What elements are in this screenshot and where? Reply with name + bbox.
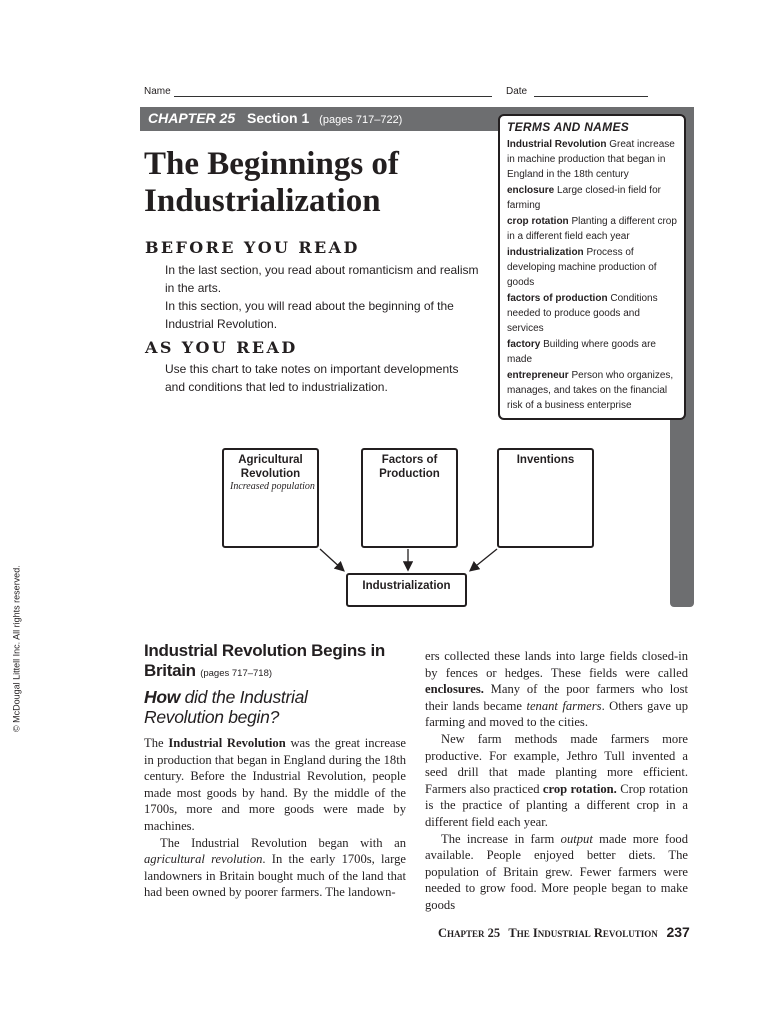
column-right [425, 648, 688, 914]
arrow-left [320, 549, 343, 570]
term-name: factory [507, 339, 541, 350]
question-text-1: did the Industrial [180, 687, 308, 707]
chart-box-title: Agricultural Revolution [238, 454, 303, 480]
date-label: Date [506, 86, 528, 97]
footer-title: The Industrial Revolution [508, 926, 658, 940]
term-name: factors of production [507, 293, 608, 304]
arrow-right [471, 549, 497, 570]
title-line-1: The Beginnings of [144, 146, 399, 182]
pages-label: (pages 717–722) [319, 114, 403, 126]
term-name: entrepreneur [507, 370, 569, 381]
term-definition: Great increase in machine production that began in England in the 18th century [507, 139, 675, 180]
chapter-label: CHAPTER 25 [148, 110, 236, 126]
chart-box-title: Industrialization [362, 580, 451, 592]
terms-heading: TERMS AND NAMES [507, 120, 630, 134]
paragraph: The Industrial Revolution was the great increase in production that began in England during the 18th century. Before the Industrial Revolution, people made most goods by hand. By the middle of the 1700s, more and more goods were made by machines. [144, 736, 407, 833]
column-left [144, 735, 406, 901]
question-how: How [144, 687, 181, 707]
section-pages: (pages 717–718) [200, 668, 273, 679]
section-heading-line-2: Britain [144, 661, 196, 680]
chart-box-title: Inventions [516, 454, 575, 466]
handwritten-note: Increased population [230, 481, 315, 492]
term-definition: Conditions needed to produce goods and services [507, 293, 658, 334]
term-name: Industrial Revolution [507, 139, 607, 150]
as-you-read-p1: Use this chart to take notes on important developments and conditions that led to industrialization. [165, 362, 459, 394]
paragraph: New farm methods made farmers more productive. For example, Jethro Tull invented a seed drill that made planting more efficient. Farmers also practiced crop rotation. Crop rotation is the practice of planting a different crop in a different field each year. [425, 731, 688, 829]
before-you-read-p2: In this section, you will read about the beginning of the Industrial Revolution. [165, 299, 454, 331]
term-definition: Large closed-in field for farming [507, 185, 661, 211]
copyright-notice: © McDougal Littell Inc. All rights reserved. [11, 565, 22, 732]
section-heading [144, 641, 404, 684]
section-label: Section 1 [247, 110, 310, 126]
paragraph: ers collected these lands into large fields closed-in by fences or hedges. These fields were called enclosures. Many of the poor farmers who lost their lands became tenant farmers. Others gave up farming and moved to the cities. [425, 649, 688, 730]
footer-chapter: Chapter 25 [438, 926, 501, 940]
paragraph: The Industrial Revolution began with an agricultural revolution. In the early 1700s, large landowners in Britain bought much of the land that had been owned by poorer farmers. The landown- [144, 835, 406, 900]
question-text-2: Revolution begin? [144, 707, 280, 727]
term-definition: Building where goods are made [507, 339, 656, 365]
term-definition: Process of developing machine production of goods [507, 247, 657, 288]
term-name: industrialization [507, 247, 584, 258]
name-label: Name [144, 86, 171, 97]
chart-box-title: Factors of Production [379, 454, 440, 480]
title-line-2: Industrialization [144, 183, 381, 219]
term-name: crop rotation [507, 216, 569, 227]
section-heading-line-1: Industrial Revolution Begins in [144, 641, 385, 660]
page-number: 237 [666, 924, 690, 940]
paragraph: The increase in farm output made more food available. People enjoyed better diets. The population of Britain grew. Fewer farmers were needed to grow food. More people began to make goods [425, 831, 688, 912]
as-you-read-heading: AS YOU READ [145, 338, 298, 357]
term-name: enclosure [507, 185, 555, 196]
term-definition: Person who organizes, manages, and takes on the financial risk of a business enterprise [507, 370, 674, 411]
term-definition: Planting a different crop in a different field each year [507, 216, 677, 242]
before-you-read-heading: BEFORE YOU READ [145, 238, 360, 257]
guiding-question [144, 687, 404, 727]
page-footer [438, 924, 690, 941]
before-you-read-p1: In the last section, you read about romanticism and realism in the arts. [165, 263, 479, 295]
